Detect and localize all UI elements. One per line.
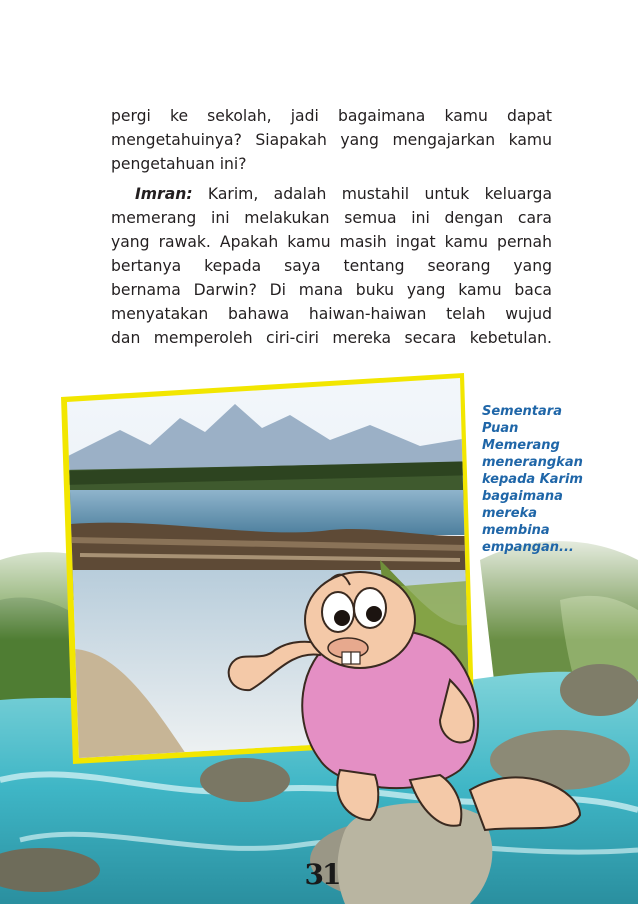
text-line: memerang ini melakukan semua ini dengan cara (111, 209, 552, 227)
text-line: Karim, adalah mustahil untuk keluarga (192, 185, 552, 203)
picture-caption (482, 403, 612, 556)
caption-line: mereka (482, 506, 538, 521)
caption-line: menerangkan (482, 455, 583, 470)
caption-line: Sementara (482, 404, 562, 419)
text-line-with-speaker (111, 182, 552, 206)
text-line: bertanya kepada saya tentang seorang yang (111, 257, 552, 275)
caption-line: Puan (482, 421, 519, 436)
text-line: bernama Darwin? Di mana buku yang kamu baca (111, 281, 552, 299)
caption-line: Memerang (482, 438, 560, 453)
text-line: menyatakan bahawa haiwan-haiwan telah wujud (111, 305, 552, 323)
caption-line: membina (482, 523, 550, 538)
caption-line: kepada Karim (482, 472, 583, 487)
text-line: pengetahuan ini? (111, 155, 247, 173)
paragraph-1 (111, 104, 552, 176)
page-number: 31 (304, 858, 340, 891)
caption-line: bagaimana (482, 489, 563, 504)
text-line: mengetahuinya? Siapakah yang mengajarkan kamu (111, 131, 552, 149)
caption-line: empangan... (482, 540, 574, 555)
speaker-name: Imran: (135, 185, 193, 203)
story-text (111, 104, 552, 350)
paragraph-2 (111, 182, 552, 350)
text-line: dan memperoleh ciri-ciri mereka secara kebetulan. (111, 329, 552, 347)
text-line: pergi ke sekolah, jadi bagaimana kamu dapat (111, 107, 552, 125)
text-line: yang rawak. Apakah kamu masih ingat kamu pernah (111, 233, 552, 251)
